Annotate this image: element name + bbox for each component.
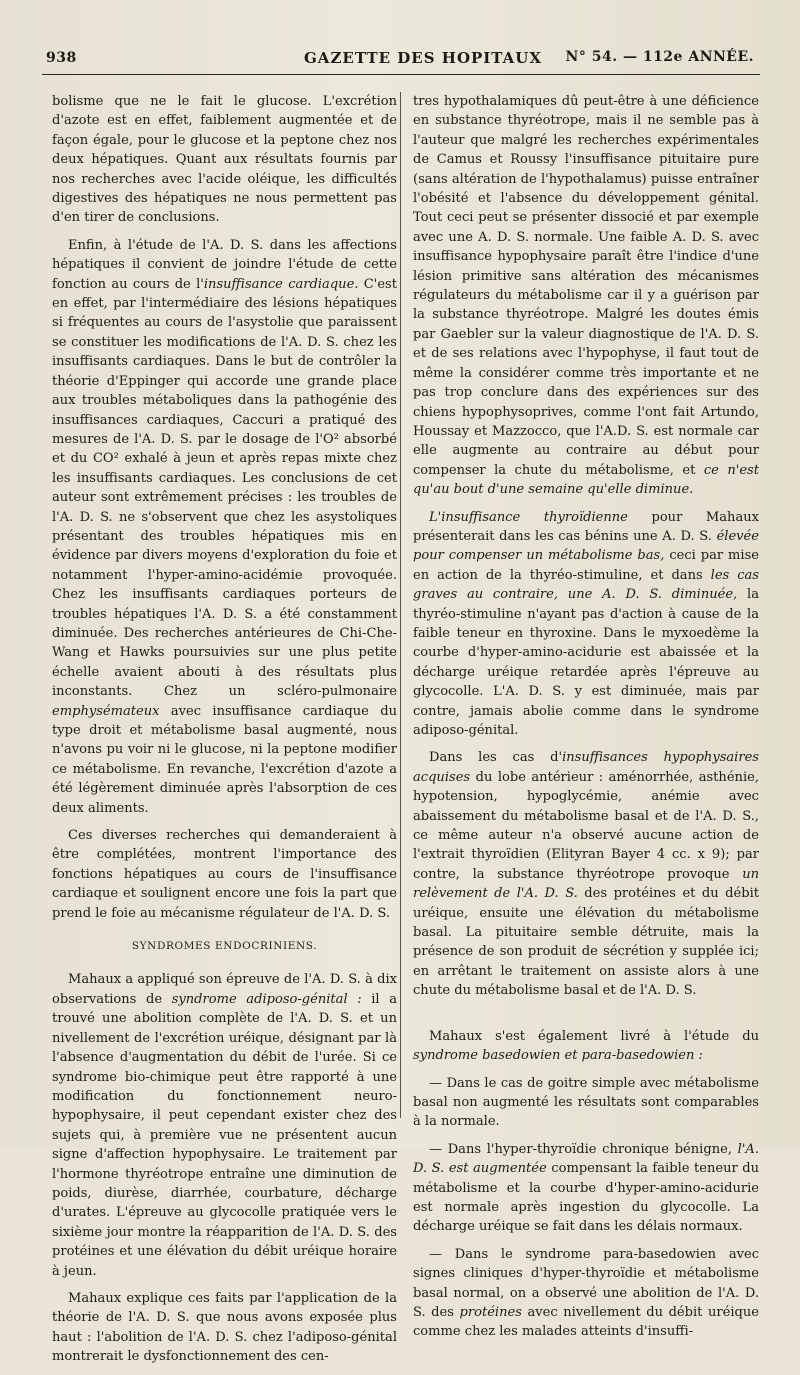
paragraph: Ces diverses recherches qui demanderaient à être complétées, montrent l'importance des fonctions hépatiques au cours de l'insuffisance cardiaque et soulignent encore une fois la part que prend le foie au mécanisme régulateur de l'A. D. S.	[52, 828, 397, 921]
left-column	[52, 92, 397, 1375]
paragraph: tres hypothalamiques dû peut-être à une déficience en substance thyréotrope, mais il ne semble pas à l'auteur que malgré les recherches expérimentales de Camus et Roussy l'insuffisance pituitaire pure (sans altération de l'hypothalamus) puisse entraîner l'obésité et l'absence du développement génital. Tout ceci peut se présenter dissocié et par exemple avec une A. D. S. normale. Une faible A. D. S. avec insuffisance hypophysaire paraît être l'indice d'une lésion primitive sans altération des mécanismes régulateurs du métabolisme car il y a guérison par la substance thyréotrope. Malgré les doutes émis par Gaebler sur la valeur diagnostique de l'A. D. S. et de ses relations avec l'hypophyse, il faut tout de même la considérer comme très importante et ne pas trop conclure dans des expériences sur des chiens hypophysoprives, comme l'ont fait Artundo, Houssay et Mazzocco, que l'A.D. S. est normale car elle augmente au contraire au début pour compenser la chute du métabolisme, et ce n'est qu'au bout d'une semaine qu'elle diminue.	[413, 94, 759, 498]
page-header	[42, 44, 760, 75]
paragraph: — Dans le cas de goitre simple avec métabolisme basal non augmenté les résultats sont comparables à la normale.	[413, 1075, 759, 1130]
paragraph: bolisme que ne le fait le glucose. L'excrétion d'azote est en effet, faiblement augmentée et de façon égale, pour le glucose et la peptone chez nos deux hépatiques. Quant aux résultats fournis par nos recherches avec l'acide oléique, les difficultés digestives des hépatiques ne nous permettent pas d'en tirer de conclusions.	[52, 94, 397, 226]
paragraph: L'insuffisance thyroïdienne pour Mahaux présenterait dans les cas bénins une A. D. S. élevée pour compenser un métabolisme bas, ceci par mise en action de la thyréo-stimuline, et dans les cas graves au contraire, une A. D. S. diminuée, la thyréo-stimuline n'ayant pas d'action à cause de la faible teneur en thyroxine. Dans le myxoedème la courbe d'hyper-amino-acidurie est abaissée et la décharge uréique retardée après l'épreuve au glycocolle. L'A. D. S. y est diminuée, mais par contre, jamais abolie comme dans le syndrome adiposo-génital.	[413, 509, 759, 738]
paragraph: Enfin, à l'étude de l'A. D. S. dans les affections hépatiques il convient de joindre l'étude de cette fonction au cours de l'insuffisance cardiaque. C'est en effet, par l'intermédiaire des lésions hépatiques si fréquentes au cours de l'asystolie que paraissent se constituer les modifications de l'A. D. S. chez les insuffisants cardiaques. Dans le but de contrôler la théorie d'Eppinger qui accorde une grande place aux troubles métaboliques dans la pathogénie des insuffisances cardiaques, Caccuri a pratiqué des mesures de l'A. D. S. par le dosage de l'O² absorbé et du CO² exhalé à jeun et après repas mixte chez les insuffisants cardiaques. Les conclusions de cet auteur sont extrêmement précises : les troubles de l'A. D. S. ne s'observent que chez les asystoliques présentant des troubles hépatiques mis en évidence par divers moyens d'exploration du foie et notamment l'hyper-amino-acidémie provoquée. Chez les insuffisants cardiaques porteurs de troubles hépatiques l'A. D. S. a été constamment diminuée. Des recherches antérieures de Chi-Che-Wang et Hawks poursuivies sur une plus petite échelle avaient abouti à des résultats plus inconstants. Chez un scléro-pulmonaire emphysémateux avec insuffisance cardiaque du type droit et métabolisme basal augmenté, nous n'avons pu voir ni le glucose, ni la peptone modifier ce métabolisme. En revanche, l'excrétion d'azote a été légèrement diminuée après l'absorption de ces deux aliments.	[52, 237, 397, 816]
right-column	[413, 92, 759, 1350]
paragraph: Mahaux explique ces faits par l'application de la théorie de l'A. D. S. que nous avons exposée plus haut : l'abolition de l'A. D. S. chez l'adiposo-génital montrerait le dysfonctionnement des cen-	[52, 1290, 397, 1365]
paragraph: Dans les cas d'insuffisances hypophysaires acquises du lobe antérieur : aménorrhée, asthénie, hypotension, hypoglycémie, anémie avec abaissement du métabolisme basal et de l'A. D. S., ce même auteur n'a observé aucune action de l'extrait thyroïdien (Elityran Bayer 4 cc. x 9); par contre, la substance thyréotrope provoque un relèvement de l'A. D. S. des protéines et du débit uréique, ensuite une élévation du métabolisme basal. La pituitaire semble détruite, mais la présence de son produit de sécrétion y supplée ici; en arrêtant le traitement on assiste alors à une chute du métabolisme basal et de l'A. D. S.	[413, 750, 760, 999]
paragraph: Mahaux s'est également livré à l'étude du syndrome basedowien et para-basedowien :	[413, 1028, 759, 1064]
paragraph: — Dans le syndrome para-basedowien avec signes cliniques d'hyper-thyroïdie et métabolisme basal normal, on a observé une abolition de l'A. D. S. des protéines avec nivellement du débit uréique comme chez les malades atteints d'insuffi-	[413, 1246, 759, 1340]
journal-title: GAZETTE DES HOPITAUX	[304, 49, 543, 67]
column-divider	[400, 92, 401, 1118]
paragraph: — Dans l'hyper-thyroïdie chronique bénigne, l'A. D. S. est augmentée compensant la faible teneur du métabolisme et la courbe d'hyper-amino-acidurie est normale après ingestion du glycocolle. La décharge uréique se fait dans les délais normaux.	[413, 1141, 760, 1235]
page-number: 938	[46, 50, 77, 66]
spacer	[413, 1009, 759, 1027]
paragraph: Mahaux a appliqué son épreuve de l'A. D. S. à dix observations de syndrome adiposo-génital : il a trouvé une abolition complète de l'A. D. S. et un nivellement de l'excrétion uréique, désignant par là l'absence d'augmentation du débit de l'urée. Si ce syndrome bio-chimique peut être rapporté à une modification du fonctionnement neuro-hypophysaire, il peut cependant exister chez des sujets qui, à première vue ne présentent aucun signe d'affection hypophysaire. Le traitement par l'hormone thyréotrope entraîne une diminution de poids, diurèse, diarrhée, courbature, décharge d'urates. L'épreuve au glycocolle pratiquée vers le sixième jour montre la réapparition de l'A. D. S. des protéines et une élévation du débit uréique horaire à jeun.	[52, 972, 397, 1279]
issue-number: N° 54. — 112e ANNÉE.	[565, 49, 754, 65]
section-heading: SYNDROMES ENDOCRINIENS.	[131, 940, 318, 953]
